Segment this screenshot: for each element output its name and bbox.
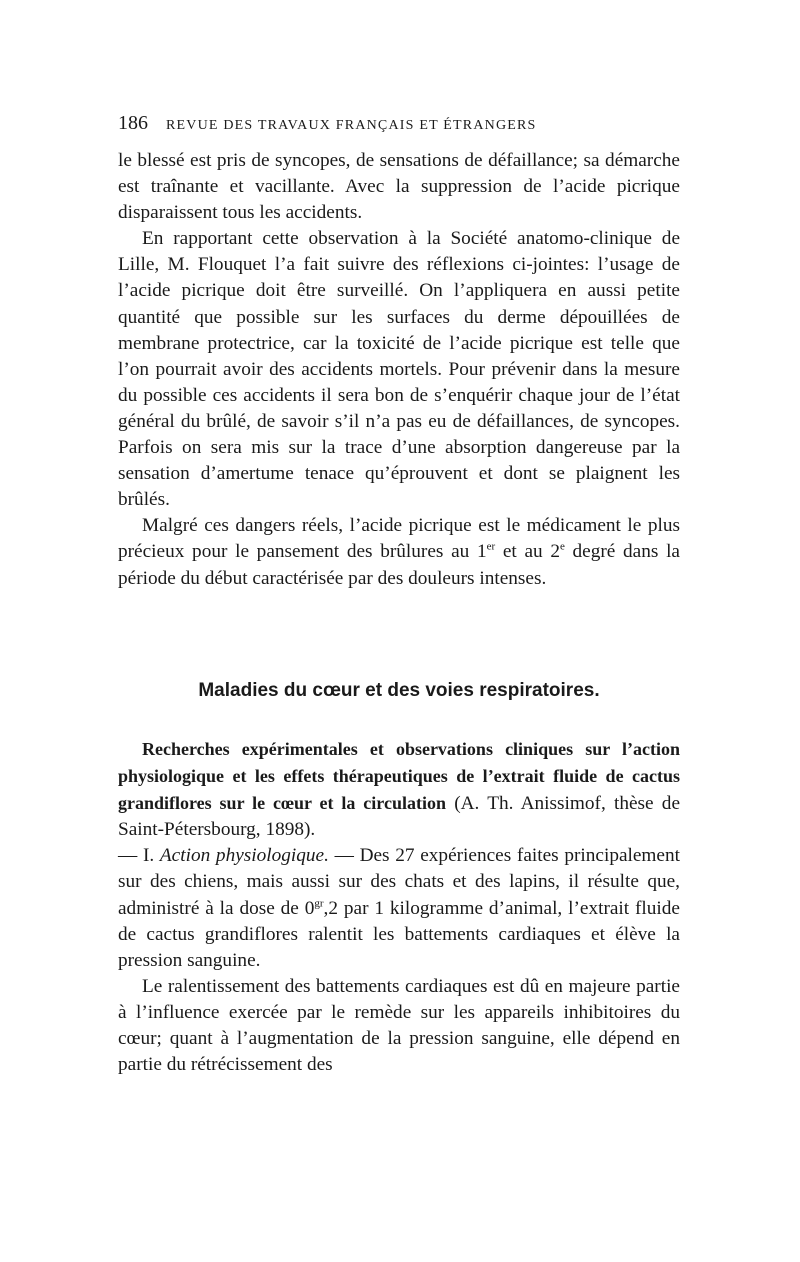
article-citation: (A. Th. Anissimof, thèse de Saint-Pétersbourg, 1898). — [118, 793, 680, 841]
unit-superscript: gr — [314, 897, 324, 910]
superscript: e — [559, 540, 565, 553]
article-text-a: — Des 27 expériences faites principalement sur des chiens, mais aussi sur des chats et des lapins, il résulte que, administré à la dose de 0 — [118, 845, 680, 919]
page-number: 186 — [118, 112, 148, 134]
text-span: Malgré ces dangers réels, l’acide picrique est le médicament le plus précieux pour le pansement des brûlures au 1 — [118, 515, 680, 563]
text-span: degré dans la période du début caractérisée par des douleurs intenses. — [118, 541, 680, 589]
text-span: et au 2 — [495, 541, 560, 563]
running-title: REVUE DES TRAVAUX FRANÇAIS ET ÉTRANGERS — [166, 118, 537, 133]
running-header — [118, 112, 678, 135]
article-text-b: ,2 par 1 kilogramme d’animal, l’extrait fluide de cactus grandiflores ralentit les battements cardiaques et élève la pression sanguine. — [118, 897, 680, 971]
article-paragraph — [118, 736, 680, 974]
part-prefix: — I. — [118, 845, 160, 867]
superscript: er — [486, 540, 496, 553]
body-text-bottom — [118, 736, 680, 1078]
body-text-top — [118, 148, 680, 592]
part-title: Action physiologique. — [159, 845, 329, 867]
paragraph-continued: le blessé est pris de syncopes, de sensations de défaillance; sa démarche est traînante et vacillante. Avec la suppression de l’acide picrique disparaissent tous les accidents. — [118, 150, 680, 224]
article-title: Recherches expérimentales et observations cliniques sur l’action physiologique et les effets thérapeutiques de l’extrait fluide de cactus grandiflores sur le cœur et la circulation — [118, 739, 680, 814]
paragraph-flouquet: En rapportant cette observation à la Société anatomo-clinique de Lille, M. Flouquet l’a fait suivre des réflexions ci-jointes: l’usage de l’acide picrique doit être surveillé. On l’appliquera en aussi petite quantité que possible sur les surfaces du derme dépouillées de membrane protectrice, car la toxicité de l’acide picrique est telle que l’on pourrait avoir des accidents mortels. Pour prévenir dans la mesure du possible ces accidents il sera bon de s’enquérir chaque jour de l’état général du brûlé, de savoir s’il n’a pas eu de défaillances, de syncopes. Parfois on sera mis sur la trace d’une absorption dangereuse par la sensation d’amertume tenace qu’éprouvent et dont se plaignent les brûlés. — [118, 228, 680, 511]
paragraph-malgre — [118, 513, 680, 591]
section-heading: Maladies du cœur et des voies respiratoires. — [198, 680, 600, 701]
paragraph-last: Le ralentissement des battements cardiaques est dû en majeure partie à l’influence exercée par le remède sur les appareils inhibitoires du cœur; quant à l’augmentation de la pression sanguine, elle dépend en partie du rétrécissement des — [118, 975, 680, 1076]
